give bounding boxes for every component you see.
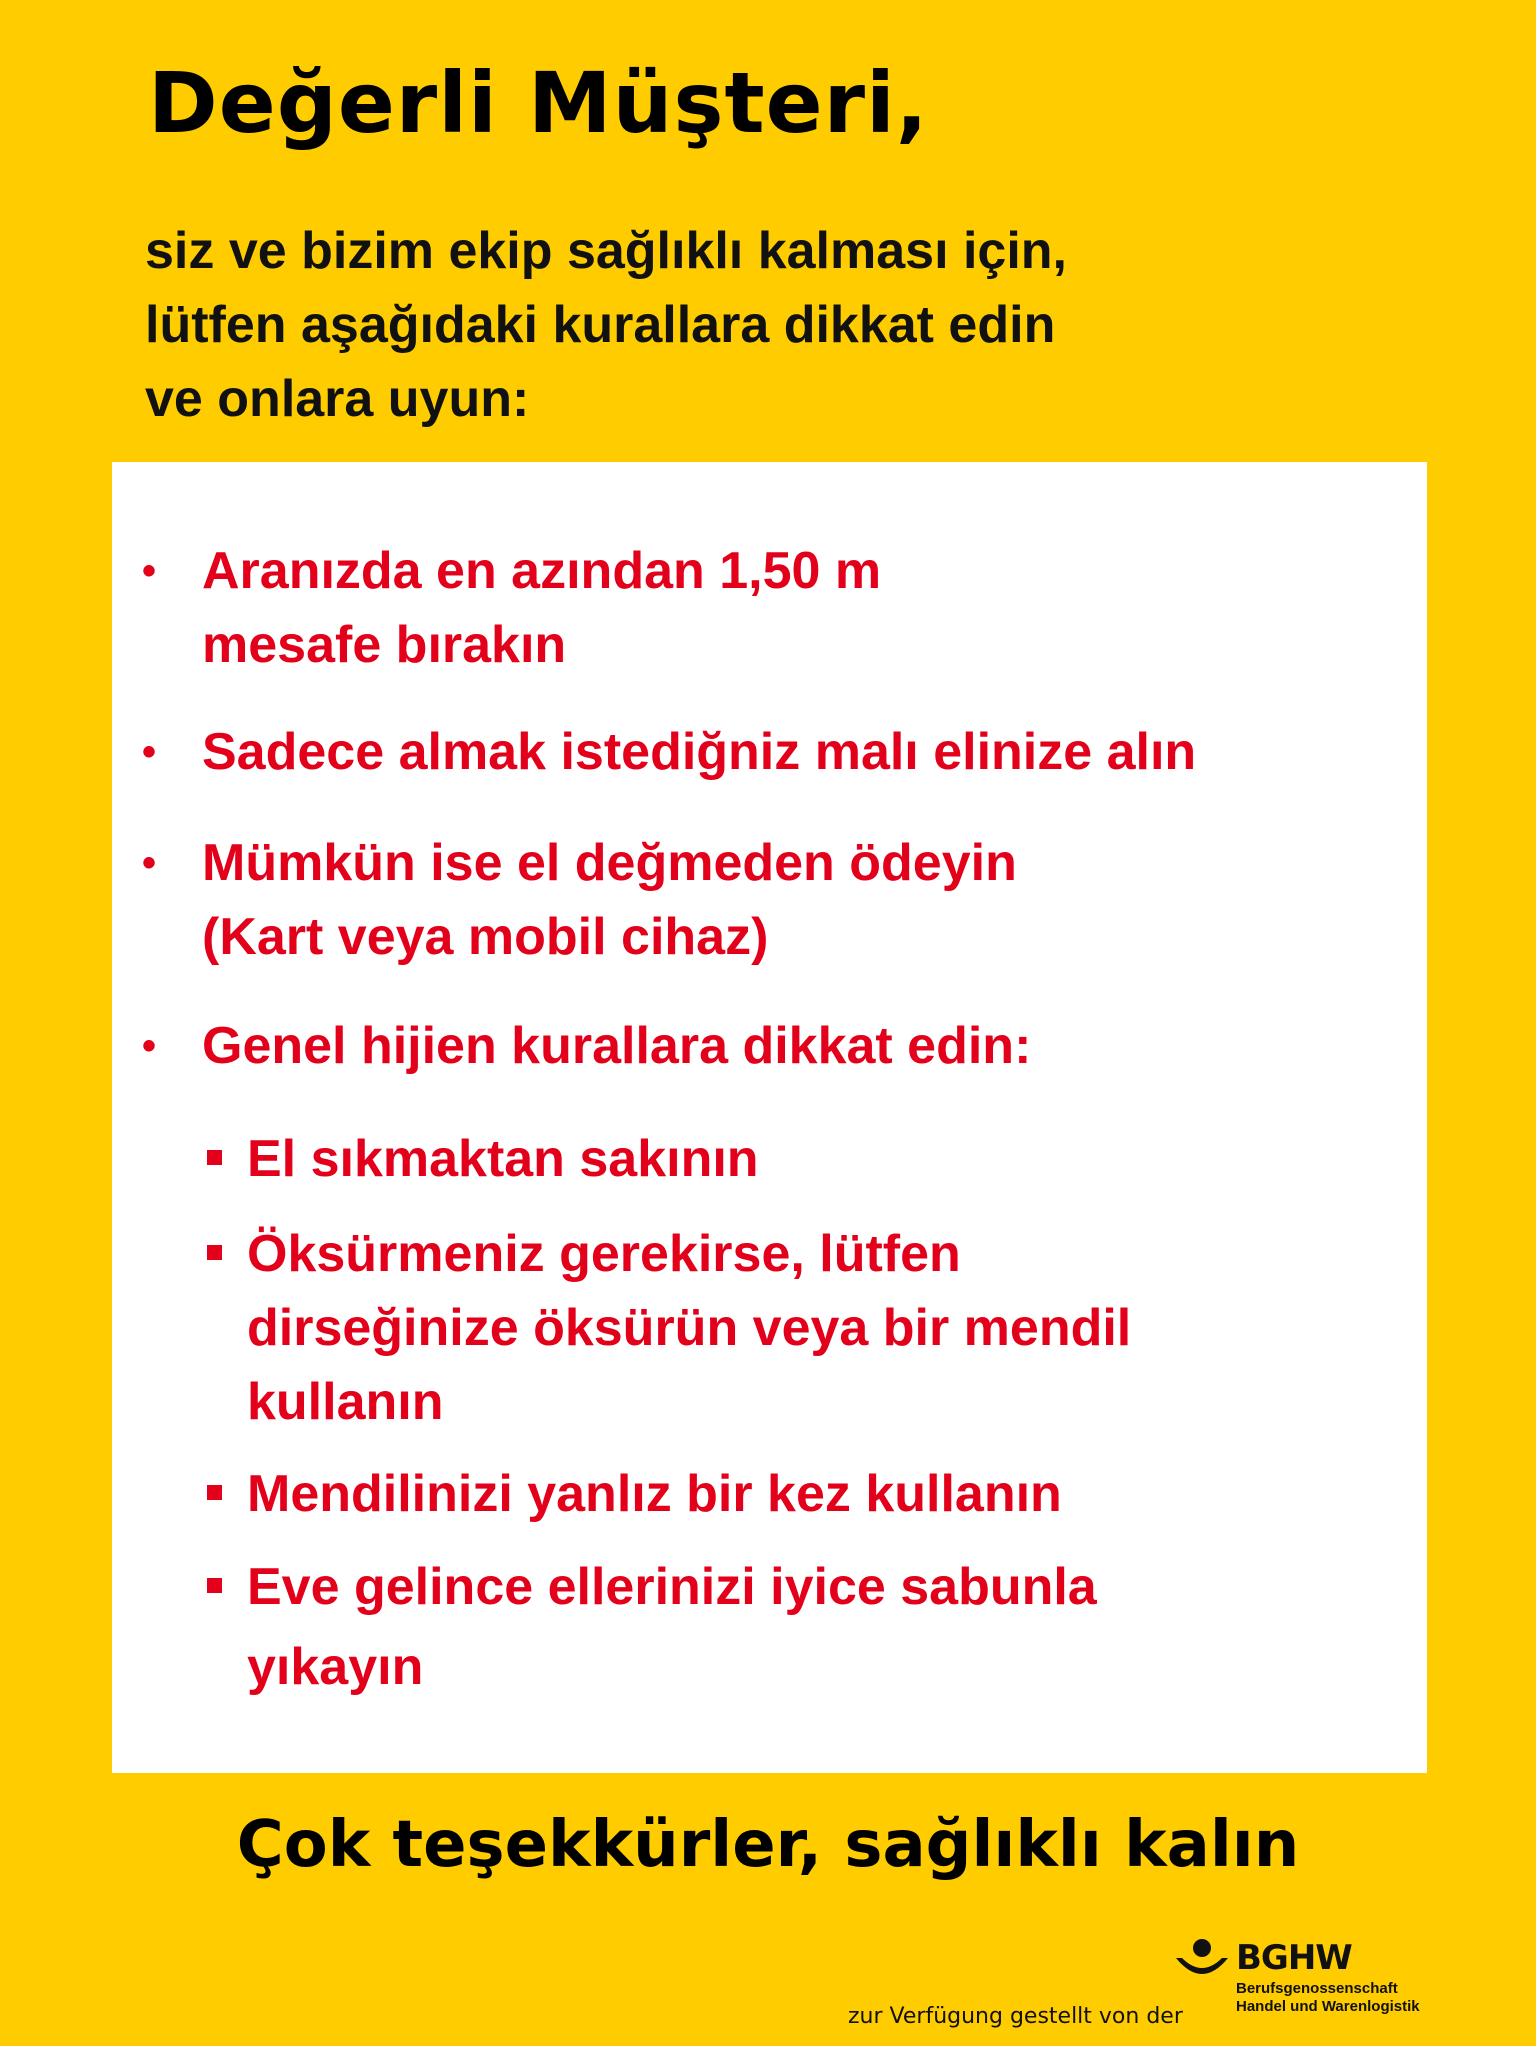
logo-subtitle — [1236, 1980, 1420, 2016]
bullet-icon: • — [142, 730, 157, 774]
bullet-icon: • — [142, 549, 157, 593]
subrule-line: kullanın — [247, 1373, 444, 1431]
rule-item — [142, 826, 1017, 974]
page-title: Değerli Müşteri, — [148, 54, 929, 152]
subrule-line: El sıkmaktan sakının — [247, 1130, 759, 1188]
bghw-logo — [1172, 1938, 1472, 2038]
logo-subtitle-line: Handel und Warenlogistik — [1236, 1998, 1420, 2015]
rule-item — [142, 715, 1197, 789]
bullet-icon: • — [142, 841, 157, 885]
subrule-line: Eve gelince ellerinizi iyice sabunla — [247, 1558, 1097, 1616]
subrule-item — [247, 1122, 759, 1196]
thanks-message: Çok teşekkürler, sağlıklı kalın — [236, 1808, 1300, 1882]
rule-item — [142, 534, 882, 682]
square-bullet-icon — [207, 1150, 222, 1165]
intro-line: ve onlara uyun: — [145, 370, 530, 428]
subrule-item — [247, 1457, 1062, 1531]
subrule-line: Öksürmeniz gerekirse, lütfen — [247, 1225, 961, 1283]
bghw-emblem-icon — [1172, 1938, 1232, 1988]
subrule-line: Mendilinizi yanlız bir kez kullanın — [247, 1465, 1062, 1523]
rules-panel — [112, 462, 1427, 1773]
logo-subtitle-line: Berufsgenossenschaft — [1236, 1980, 1398, 1997]
rule-line: (Kart veya mobil cihaz) — [202, 908, 769, 966]
bullet-icon: • — [142, 1024, 157, 1068]
subrule-line: dirseğinize öksürün veya bir mendil — [247, 1299, 1132, 1357]
subrule-item — [247, 1550, 1097, 1704]
rule-line: Aranızda en azından 1,50 m — [202, 542, 882, 600]
intro-line: siz ve bizim ekip sağlıklı kalması için, — [145, 222, 1067, 280]
rule-line: mesafe bırakın — [202, 616, 567, 674]
credit-text: zur Verfügung gestellt von der — [848, 2004, 1183, 2029]
intro-text — [145, 214, 1345, 436]
subrule-item — [247, 1217, 1131, 1439]
square-bullet-icon — [207, 1578, 222, 1593]
rule-line: Genel hijien kurallara dikkat edin: — [202, 1017, 1032, 1075]
intro-line: lütfen aşağıdaki kurallara dikkat edin — [145, 296, 1056, 354]
logo-name: BGHW — [1236, 1938, 1352, 1978]
rule-item — [142, 1009, 1032, 1083]
square-bullet-icon — [207, 1245, 222, 1260]
rule-line: Mümkün ise el değmeden ödeyin — [202, 834, 1017, 892]
square-bullet-icon — [207, 1485, 222, 1500]
subrule-line: yıkayın — [247, 1638, 424, 1696]
rule-line: Sadece almak istediğniz malı elinize alın — [202, 723, 1197, 781]
